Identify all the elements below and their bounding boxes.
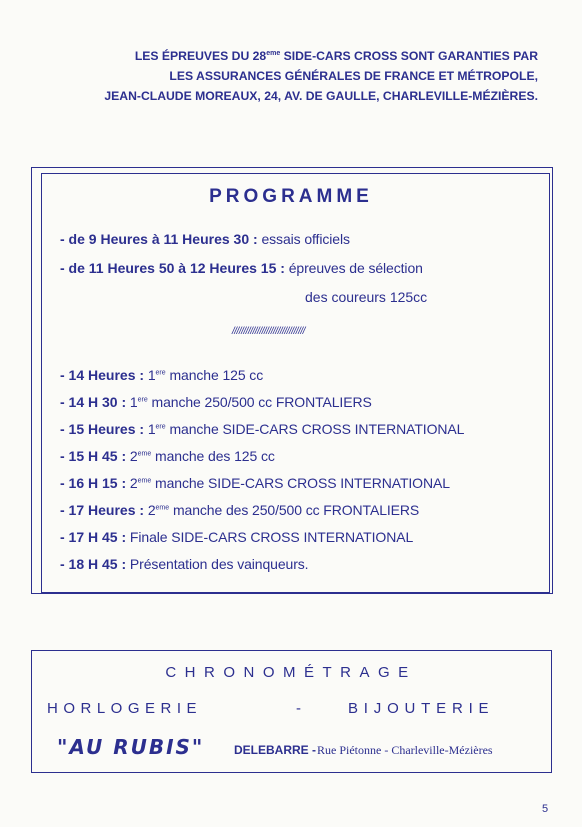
schedule-row: - 14 Heures : 1ere manche 125 cc: [60, 367, 264, 383]
insurance-line-3: JEAN-CLAUDE MOREAUX, 24, AV. DE GAULLE, CHARLEVILLE-MÉZIÈRES.: [104, 89, 538, 103]
schedule-row: - 17 Heures : 2eme manche des 250/500 cc FRONTALIERS: [60, 502, 420, 518]
schedule-row: - 16 H 15 : 2eme manche SIDE-CARS CROSS INTERNATIONAL: [60, 475, 450, 491]
shop-address: Rue Piétonne - Charleville-Mézières: [317, 743, 493, 757]
insurance-line-2: LES ASSURANCES GÉNÉRALES DE FRANCE ET MÉTROPOLE,: [169, 69, 538, 83]
separator-rule: ////////////////////////////////: [232, 326, 305, 337]
page-number: 5: [542, 803, 549, 815]
label-separator: -: [296, 700, 301, 717]
insurance-notice: [52, 46, 538, 106]
schedule-row: - 14 H 30 : 1ere manche 250/500 cc FRONTALIERS: [60, 394, 372, 410]
schedule-continuation: des coureurs 125cc: [305, 289, 428, 305]
programme-title: PROGRAMME: [209, 186, 373, 207]
shop-name-logo: "AU RUBIS": [57, 735, 205, 759]
schedule-row: - 18 H 45 : Présentation des vainqueurs.: [60, 556, 309, 572]
schedule-row: - 15 Heures : 1ere manche SIDE-CARS CROSS INTERNATIONAL: [60, 421, 465, 437]
owner-name: DELEBARRE -: [234, 743, 317, 757]
bijouterie-label: BIJOUTERIE: [348, 700, 495, 717]
schedule-row-morning-1: - de 9 Heures à 11 Heures 30 : essais officiels: [60, 231, 350, 247]
schedule-row-morning-2: - de 11 Heures 50 à 12 Heures 15 : épreuves de sélection: [60, 260, 423, 276]
schedule-row: - 15 H 45 : 2eme manche des 125 cc: [60, 448, 275, 464]
insurance-line-1: LES ÉPREUVES DU 28eme SIDE-CARS CROSS SONT GARANTIES PAR: [134, 49, 538, 63]
horlogerie-label: HORLOGERIE: [47, 700, 203, 717]
chronometrage-title: CHRONOMÉTRAGE: [165, 664, 417, 681]
schedule-row: - 17 H 45 : Finale SIDE-CARS CROSS INTERNATIONAL: [60, 529, 414, 545]
